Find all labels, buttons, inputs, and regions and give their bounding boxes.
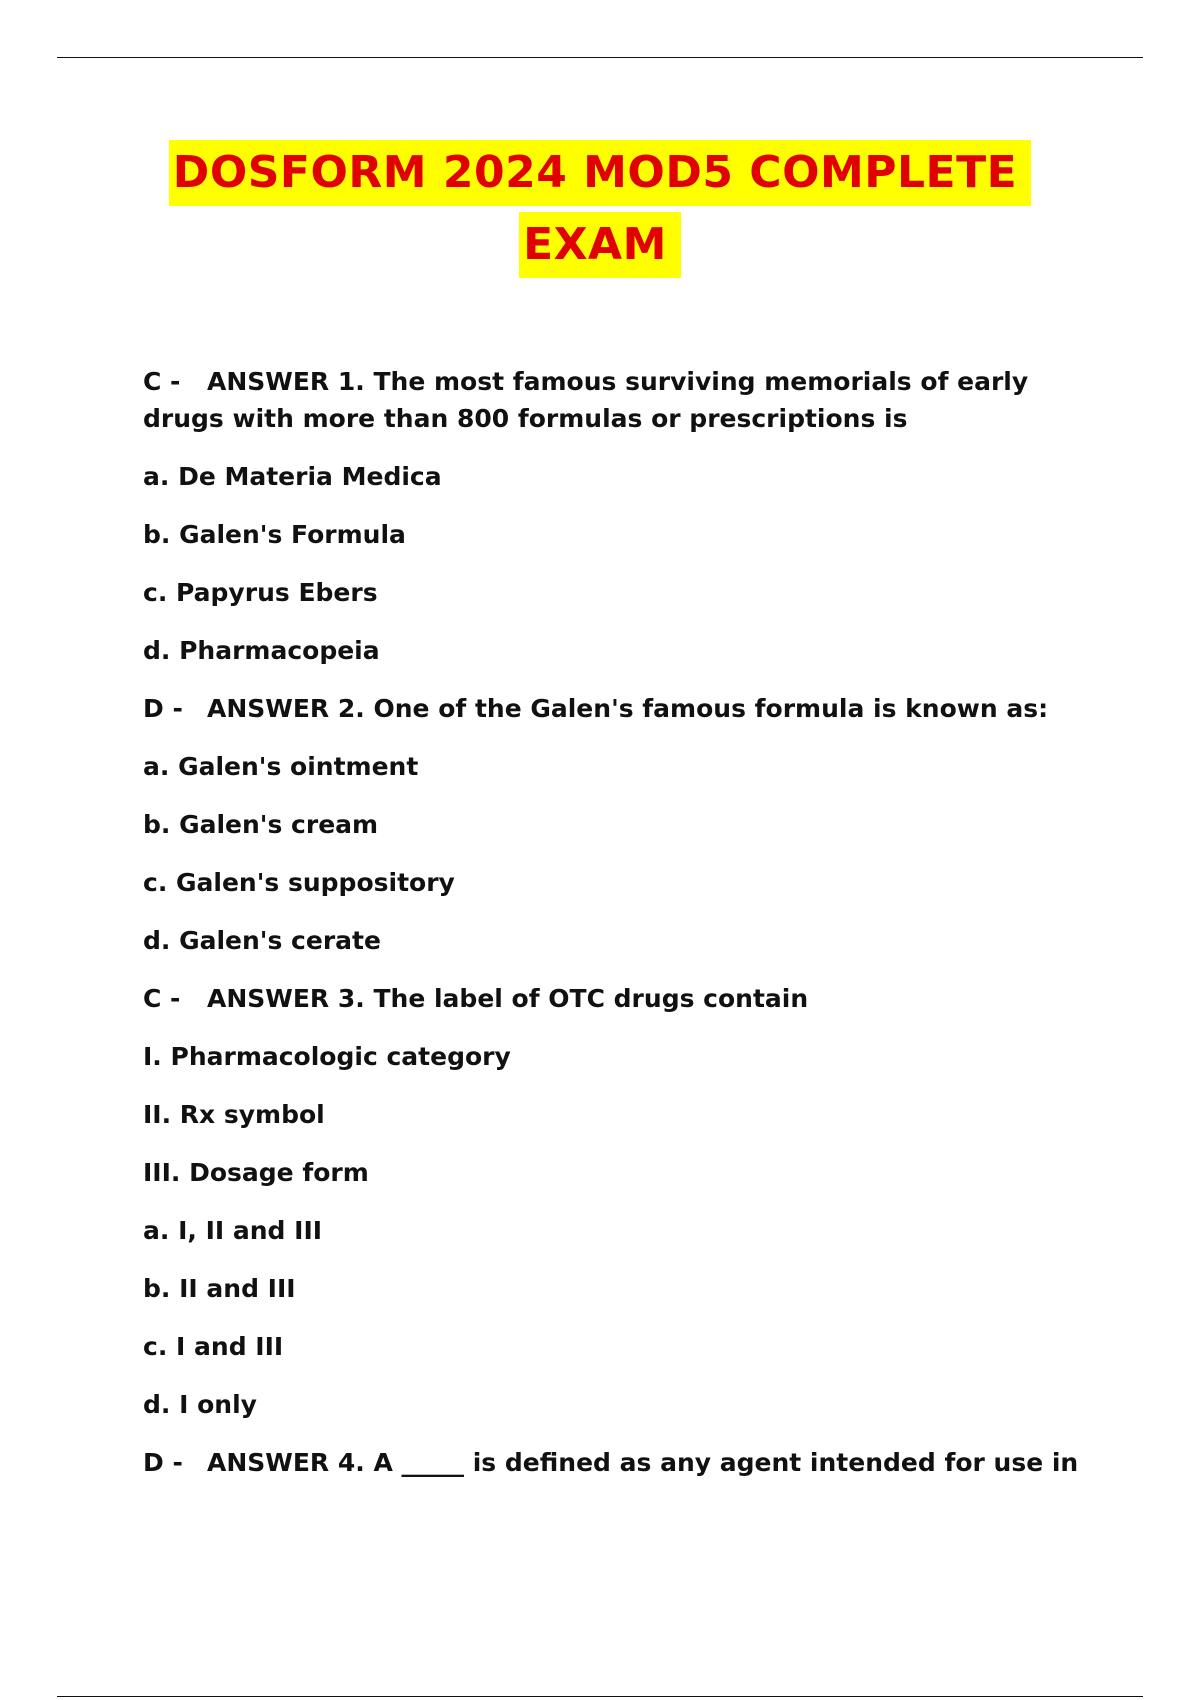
question-text: ANSWER 2. One of the Galen's famous formula is known as: (207, 694, 1049, 723)
question-4 (143, 1444, 1103, 1481)
option-line: d. Galen's cerate (143, 926, 381, 955)
option-line: a. Galen's ointment (143, 752, 419, 781)
question-3 (143, 980, 1103, 1017)
title-line-1: DOSFORM 2024 MOD5 COMPLETE (169, 140, 1031, 206)
answer-key: C - (143, 984, 181, 1013)
question-text: ANSWER 1. The most famous surviving memorials of early drugs with more than 800 formulas or prescriptions is (143, 367, 1029, 433)
bottom-rule (57, 1696, 1143, 1697)
option-line: c. Galen's suppository (143, 868, 455, 897)
option-line: I. Pharmacologic category (143, 1042, 511, 1071)
question-1 (143, 363, 1103, 437)
option-line: c. Papyrus Ebers (143, 578, 378, 607)
title-line-2: EXAM (519, 212, 681, 278)
question-text: ANSWER 4. A _____ is defined as any agent intended for use in (207, 1448, 1079, 1477)
answer-key: D - (143, 1448, 183, 1477)
option-line: b. II and III (143, 1274, 296, 1303)
exam-content (143, 363, 1103, 1502)
answer-key: D - (143, 694, 183, 723)
option-line: b. Galen's Formula (143, 520, 406, 549)
option-line: II. Rx symbol (143, 1100, 325, 1129)
question-text: ANSWER 3. The label of OTC drugs contain (207, 984, 809, 1013)
document-title (0, 140, 1200, 278)
answer-key: C - (143, 367, 181, 396)
option-line: a. De Materia Medica (143, 462, 442, 491)
top-rule (57, 57, 1143, 58)
option-line: III. Dosage form (143, 1158, 369, 1187)
option-line: d. I only (143, 1390, 257, 1419)
option-line: d. Pharmacopeia (143, 636, 380, 665)
option-line: b. Galen's cream (143, 810, 379, 839)
question-2 (143, 690, 1103, 727)
option-line: c. I and III (143, 1332, 284, 1361)
option-line: a. I, II and III (143, 1216, 323, 1245)
